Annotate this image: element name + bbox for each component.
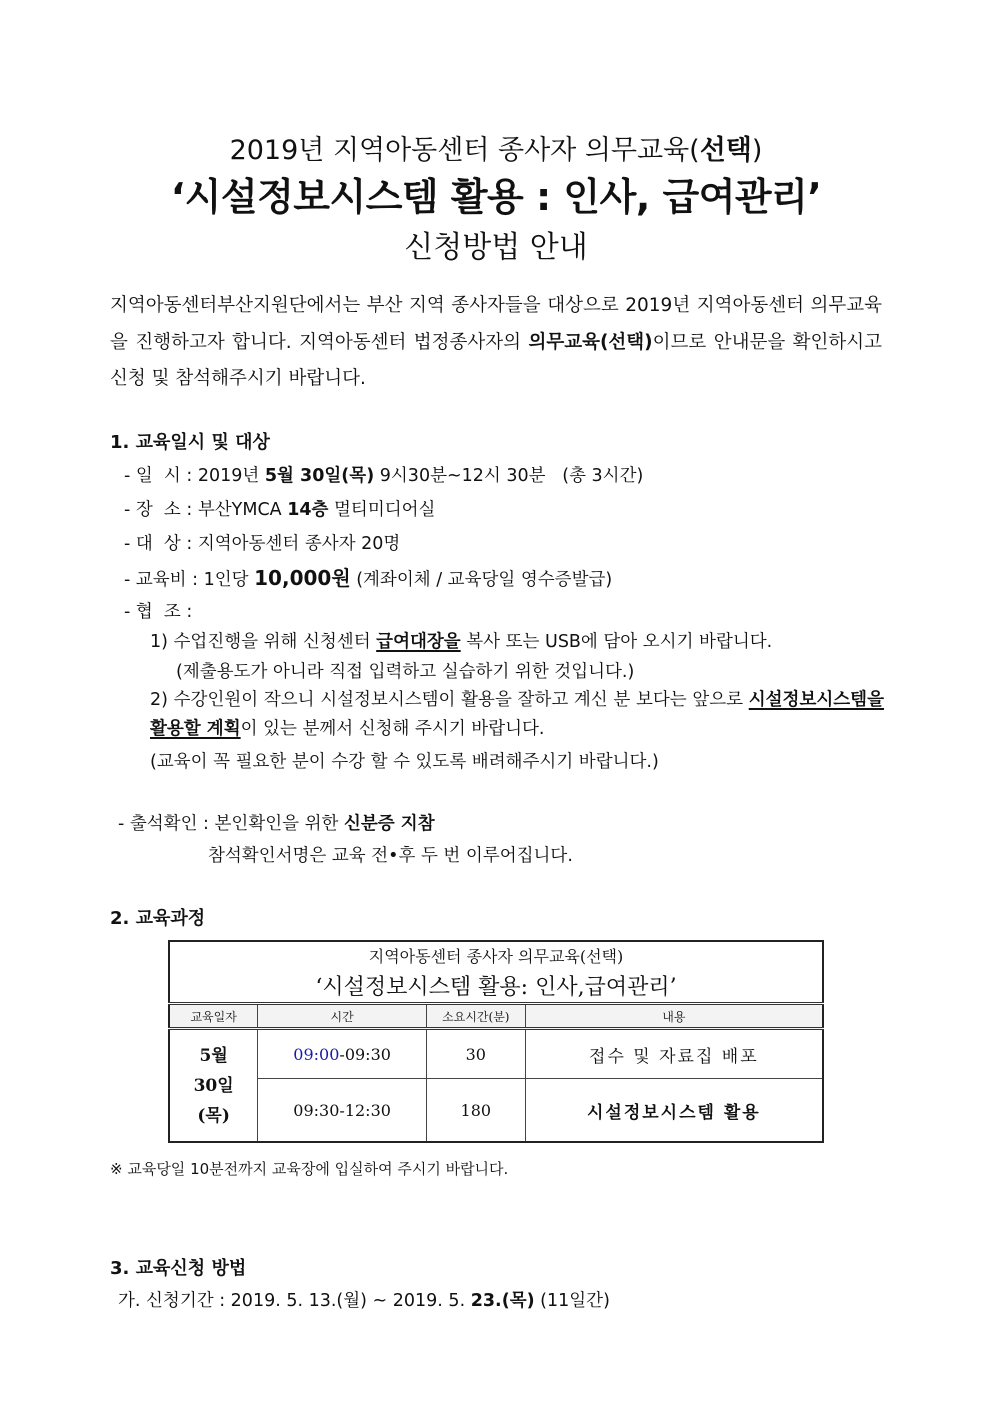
date-label: - 일 시 : — [124, 466, 198, 486]
row2-time: 09:30-12:30 — [258, 1079, 427, 1143]
attend-pre: 본인확인을 위한 — [214, 814, 344, 834]
coop-item-1 — [150, 628, 772, 653]
place-label: - 장 소 : — [124, 500, 198, 520]
fee-label: - 교육비 : — [124, 570, 204, 590]
coop-label: - 협 조 : — [124, 602, 193, 622]
coop1-text-end: 복사 또는 USB에 담아 오시기 바랍니다. — [460, 632, 773, 652]
target-label: - 대 상 : — [124, 534, 198, 554]
period-pre: 가. 신청기간 : 2019. 5. 13.(월) ~ 2019. 5. — [118, 1291, 471, 1311]
place-pre: 부산YMCA — [197, 500, 288, 520]
row1-time-start: 09:00 — [293, 1044, 340, 1064]
col-header-date: 교육일자 — [169, 1004, 258, 1029]
row1-duration: 30 — [426, 1029, 525, 1079]
title-text: 2019년 지역아동센터 종사자 의무교육( — [229, 135, 700, 166]
coop-item-2 — [150, 686, 884, 744]
table-title-2: ‘시설정보시스템 활용: 인사,급여관리’ — [169, 968, 823, 1004]
intro-text-end: 이므로 안내문을 확인하시고 신청 및 참석해주시기 바랍니다. — [110, 331, 883, 389]
date-cell — [169, 1029, 258, 1143]
coop2-text-end: 이 있는 분께서 신청해 주시기 바랍니다. — [240, 719, 545, 739]
period-bold: 23.(목) — [470, 1291, 535, 1311]
col-header-content: 내용 — [525, 1004, 823, 1029]
row1-content: 접수 및 자료집 배포 — [525, 1029, 823, 1079]
fee-line — [124, 562, 612, 591]
fee-amount: 10,000원 — [254, 566, 351, 590]
date-weekday: (목) — [197, 1105, 230, 1126]
intro-paragraph — [110, 288, 882, 398]
attend-line — [118, 810, 435, 835]
table-title-1: 지역아동센터 종사자 의무교육(선택) — [169, 941, 823, 968]
coop2-bold: 시설정보시스템을 활용할 계획 — [150, 690, 884, 739]
date-pre: 2019년 — [197, 466, 265, 486]
date-post: 9시30분~12시 30분 (총 3시간) — [374, 466, 644, 486]
period-post: (11일간) — [534, 1291, 610, 1311]
title-bold-text: 선택 — [699, 135, 752, 166]
fee-post: (계좌이체 / 교육당일 영수증발급) — [350, 570, 613, 590]
row1-time-end: -09:30 — [339, 1044, 391, 1064]
coop-item-2-note: (교육이 꼭 필요한 분이 수강 할 수 있도록 배려해주시기 바랍니다.) — [150, 752, 659, 772]
col-header-time: 시간 — [258, 1004, 427, 1029]
row2-content: 시설정보시스템 활용 — [525, 1079, 823, 1143]
target-value: 지역아동센터 종사자 20명 — [197, 534, 401, 554]
place-post: 멀티미디어실 — [328, 500, 436, 520]
target-line — [124, 530, 400, 555]
place-bold: 14층 — [287, 500, 329, 520]
table-header-row — [169, 1004, 823, 1029]
title-close-text: ) — [751, 135, 763, 166]
table-row — [169, 1079, 823, 1143]
doc-main-title: ‘시설정보시스템 활용 : 인사, 급여관리’ — [170, 175, 822, 219]
row2-duration: 180 — [426, 1079, 525, 1143]
attend-bold: 신분증 지참 — [344, 814, 435, 834]
attend-label: - 출석확인 : — [118, 814, 215, 834]
fee-pre: 1인당 — [203, 570, 255, 590]
coop1-text: 1) 수업진행을 위해 신청센터 — [150, 632, 377, 652]
date-day: 30일 — [193, 1075, 234, 1096]
section2-heading: 2. 교육과정 — [110, 908, 206, 929]
date-month: 5월 — [199, 1045, 228, 1066]
doc-subtitle: 신청방법 안내 — [404, 230, 588, 265]
intro-bold-text: 의무교육(선택) — [528, 331, 653, 353]
table-note: ※ 교육당일 10분전까지 교육장에 입실하여 주시기 바랍니다. — [110, 1160, 509, 1178]
course-table — [168, 940, 824, 1143]
place-line — [124, 496, 435, 521]
section1-heading: 1. 교육일시 및 대상 — [110, 432, 270, 453]
intro-text: 지역아동센터부산지원단에서는 부산 지역 종사자들을 대상으로 2019년 지역아동센터 의무교육을 진행하고자 합니다. 지역아동센터 법정종사자의 — [110, 295, 882, 353]
period-line — [118, 1287, 610, 1312]
row1-time — [258, 1029, 427, 1079]
section3-heading: 3. 교육신청 방법 — [110, 1258, 247, 1279]
attend-line-2: 참석확인서명은 교육 전•후 두 번 이루어집니다. — [208, 846, 573, 866]
coop2-text: 2) 수강인원이 작으니 시설정보시스템이 활용을 잘하고 계신 분 보다는 앞으로 — [150, 690, 749, 710]
table-row — [169, 1029, 823, 1079]
coop-item-1-note: (제출용도가 아니라 직접 입력하고 실습하기 위한 것입니다.) — [176, 662, 635, 682]
doc-title-line1 — [0, 128, 992, 167]
date-bold: 5월 30일(목) — [264, 466, 375, 486]
col-header-duration: 소요시간(분) — [426, 1004, 525, 1029]
coop1-bold: 급여대장을 — [376, 632, 461, 652]
date-line — [124, 462, 643, 487]
